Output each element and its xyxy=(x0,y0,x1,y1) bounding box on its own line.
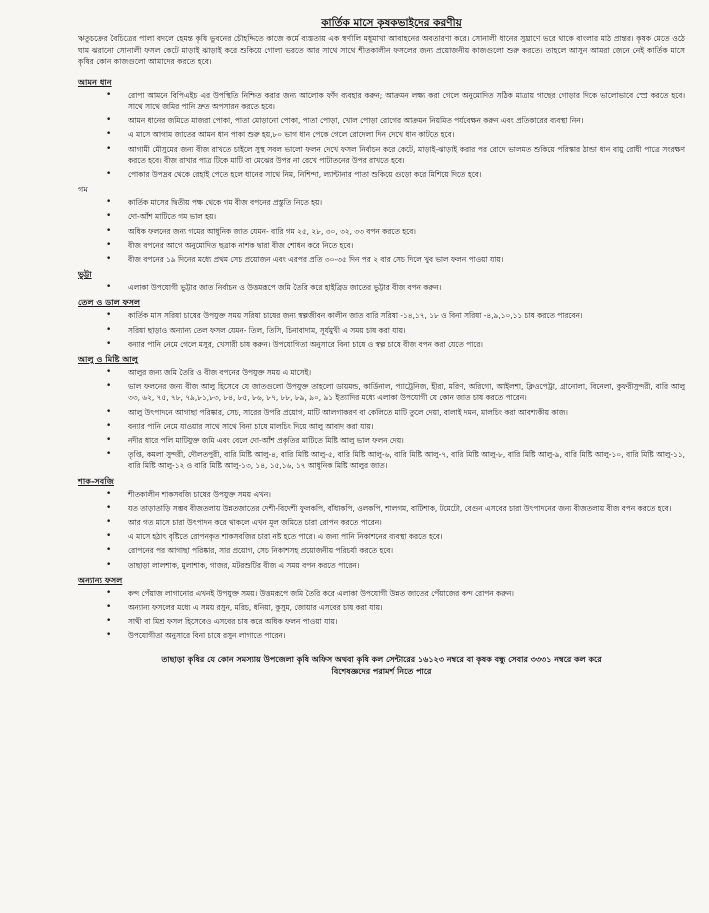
bullet-icon: • xyxy=(106,89,112,100)
list-item xyxy=(106,406,685,418)
list-item xyxy=(106,381,685,403)
list-item xyxy=(106,169,685,180)
list-item-text: দো-আঁশ মাটিতে গম ভাল হয়। xyxy=(128,212,216,222)
bullet-icon: • xyxy=(106,115,112,126)
footer-line-2: বিশেষজ্ঞদের পরামর্শ নিতে পারে xyxy=(331,666,432,676)
bullet-icon: • xyxy=(106,502,112,513)
list-item-text: সরিষা ছাড়াও অন্যান্য তেল ফসল যেমন- তিল, তিসি, চিনাবাদাম, সূর্যমুখী এ সময় চাষ করা যায়। xyxy=(128,325,406,335)
bullet-icon: • xyxy=(106,197,112,208)
bullet-icon: • xyxy=(106,602,112,613)
bullet-icon: • xyxy=(106,367,112,378)
bullet-icon: • xyxy=(106,616,112,627)
list-item xyxy=(106,602,685,613)
list-item-text: আমন ধানের জমিতে মাজরা পোকা, পাতা মোড়ানো পোকা, পাতা পোড়া, খোল পোড়া রোগের আক্রমন নিয়মিত পর্যবেক্ষন করুন এবং প্রতিকারের ব্যবস্থা নিন। xyxy=(128,116,584,126)
list-item xyxy=(106,197,685,208)
list-item-text: রোপা আমনে বিপিএইচ এর উপস্থিতি নিশ্চিত করার জন্য আলোক ফাঁদ ব্যবহার করুন; আক্রমন লক্ষ্য করা গেলে অনুমোদিত সঠিক মাত্রায় গাছের গোড়ার দিকে ভালোভাবে স্প্রে করতে হবে। সাথে সাথে জমির পানি দ্রুত অপসারন করতে হবে। xyxy=(128,90,685,111)
list-item xyxy=(106,129,685,140)
list-item-text: আলুর জন্য জমি তৈরি ও বীজ বপনের উপযুক্ত সময় এ মাসেই। xyxy=(128,368,312,378)
section-list xyxy=(78,282,685,293)
list-item-text: এ মাসে হঠাৎ বৃষ্টিতে রোপনকৃত শাকসবজির চারা নষ্ট হতে পারে। এ জন্য পানি নিকাশনের ব্যবস্থা করতে হবে। xyxy=(128,532,443,542)
bullet-icon: • xyxy=(106,211,112,222)
list-item-text: পোকার উপদ্রব থেকে রেহাই পেতে হলে ধানের সাথে নিম, নিশিন্দা, ল্যান্টানার পাতা শুকিয়ে গুড়ো করে মিশিয়ে দিতে হবে। xyxy=(128,170,482,179)
list-item-text: সাথী বা মিশ্র ফসল হিসেবেও এসবের চাষ করে অধিক ফলন পাওয়া যায়। xyxy=(128,617,338,627)
bullet-icon: • xyxy=(106,310,112,321)
list-item xyxy=(106,517,685,528)
section-heading: তেল ও ডাল ফসল xyxy=(78,297,141,308)
bullet-icon: • xyxy=(106,420,112,431)
list-item xyxy=(106,545,685,556)
list-item xyxy=(106,282,685,293)
list-item-text: অন্যান্য ফসলের মধ্যে এ সময় রসুন, মরিচ, ধনিয়া, কুসুম, জোয়ার এসবের চাষ করা যায়। xyxy=(128,603,383,613)
list-item-text: আর গত মাসে চারা উৎপাদন করে থাকলে এখন মূল জমিতে চারা রোপন করতে পারেন। xyxy=(128,518,382,528)
list-item-text: বীজ বপনের ১৯ দিনের মধ্যে প্রথম সেচ প্রয়োজন এবং এরপর প্রতি ৩০-৩৫ দিন পর ২ বার সেচ দিলে খুব ভাল ফলন পাওয়া যায়। xyxy=(128,255,504,265)
list-item xyxy=(106,367,685,378)
list-item xyxy=(106,616,685,627)
list-item xyxy=(106,435,685,446)
list-item-text: আলু উৎপাদনে আগাছা পরিষ্কার, সেচ, সারের উপরি প্রয়োগ, মাটি আলগাকরণ বা কেলিতে মাটি তুলে দেয়া, বালাই দমন, মালচিং করা আবশ্যকীয় কাজ। xyxy=(128,407,568,417)
list-item xyxy=(106,310,685,321)
list-item xyxy=(106,254,685,265)
bullet-icon: • xyxy=(106,545,112,556)
section-heading: ভুট্টা xyxy=(78,269,92,280)
bullet-icon: • xyxy=(106,587,112,598)
list-item-text: রোপনের পর আগাছা পরিষ্কার, সার প্রয়োগ, সেচ নিকাশসহ প্রয়োজনীয় পরিচর্যা করতে হবে। xyxy=(128,546,394,556)
section-heading: আলু ও মিষ্টি আলু xyxy=(78,354,139,365)
section-heading: শাক-সবজি xyxy=(78,475,114,486)
list-item-text: শীতকালীন শাকসবজি চাষের উপযুক্ত সময় এখন। xyxy=(128,489,271,499)
list-item-text: বন্যার পানি নেমে গেলে মসুর, খেসারী চাষ করুন। উপযোগিতা অনুসারে বিনা চাষে ও স্বল্প চাষে বীজ বপন করা যেতে পারে। xyxy=(128,339,483,349)
list-item xyxy=(106,115,685,126)
bullet-icon: • xyxy=(106,559,112,570)
section-list xyxy=(78,489,685,571)
list-item-text: উপযোগীতা অনুসারে বিনা চাষে রসুন লাগাতে পারেন। xyxy=(128,631,286,641)
list-item xyxy=(106,449,685,471)
bullet-icon: • xyxy=(106,254,112,265)
list-item-text: কার্তিক মাসের দ্বিতীয় পক্ষ থেকে গম বীজ বপনের প্রস্তুতি নিতে হয়। xyxy=(128,198,323,208)
bullet-icon: • xyxy=(106,531,112,542)
list-item xyxy=(106,143,685,166)
section-list xyxy=(78,588,685,642)
list-item-text: বন্যার পানি নেমে যাওয়ার সাথে সাথে বিনা চাষে মালচিং দিয়ে আলু আবাদ করা যায়। xyxy=(128,421,374,431)
bullet-icon: • xyxy=(106,129,112,140)
bullet-icon: • xyxy=(106,338,112,349)
list-item xyxy=(106,420,685,432)
list-item-text: ভাল ফলনের জন্য বীজ আলু হিসেবে যে জাতগুলো উপযুক্ত তাহলো ডায়মন্ড, কার্ডিনাল, প্যাট্রেনিজ, হীরা, মরিণ, অরিগো, আইলশা, ক্লিওপেট্রা, গ্রানোলা, বিনেলা, কুফরীসুন্দরী, বারি আলু ৩৩, ৬২, ৭৫, ৭৮, ৭৯,৮১,৮৩, ৮৪, ৮৫, ৮৬, ৮৭, ৮৮, ৮৯, ৯০, ৯১ ইত্যাদির মধ্যে এলাকা উপযোগী যে কোন জাত চাষ করতে পারেন। xyxy=(128,382,685,403)
list-item-text: আগামী মৌসুমের জন্য বীজ রাখতে চাইলে সুস্থ সবল ভালো ফলন দেখে ফসল নির্বাচন করে কেটে, মাড়াই-ঝাড়াই করার পর রোদে ভালমত শুকিয়ে পরিস্কার ঠান্ডা ধান বায়ু রোধী পাত্রে সংরক্ষণ করতে হবে। বীজ রাখার পাত্র টিকে মাটি বা মেঝের উপর না রেখে পাটাতনের উপর রাখতে হবে। xyxy=(128,144,685,165)
bullet-icon: • xyxy=(106,435,112,446)
bullet-icon: • xyxy=(106,630,112,641)
list-item-text: এ মাসে আগাম জাতের আমন ধান পাকা শুরু হয়,৮০ ভাগ ধান পেকে গেলে রোদেলা দিন দেখে ধান কাটতে হবে। xyxy=(128,130,455,140)
footer-note xyxy=(78,654,685,678)
list-item-text: নদীর ধারে পলি মাটিযুক্ত জমি এবং বেলে দো-আঁশ প্রকৃতির মাটিতে মিষ্টি আলু ভাল ফলন দেয়। xyxy=(128,436,404,446)
list-item xyxy=(106,587,685,599)
list-item-text: বীজ বপনের আগে অনুমোদিত ছত্রাক নাশক দ্বারা বীজ শোধন করে নিতে হবে। xyxy=(128,240,354,250)
list-item-text: কার্তিক মাস সরিষা চাষের উপযুক্ত সময় সরিষা চাষের জন্য স্বল্পজীবন কালীন জাত বারি সরিষা -১৪,১৭, ১৮ ও বিনা সরিষা -৪,৯,১০,১১ চাষ করতে পারবেন। xyxy=(128,311,583,321)
list-item xyxy=(106,502,685,514)
list-item xyxy=(106,89,685,112)
bullet-icon: • xyxy=(106,406,112,417)
list-item-text: কন্দ পেঁয়াজ লাগানোর এখনই উপযুক্ত সময়। উত্তমরূপে জমি তৈরি করে এলাকা উপযোগী উন্নত জাতের পেঁয়াজের কন্দ রোপন করুন। xyxy=(128,588,514,598)
section-list xyxy=(78,367,685,472)
section-list xyxy=(78,90,685,180)
bullet-icon: • xyxy=(106,488,112,499)
bullet-icon: • xyxy=(106,239,112,250)
list-item-text: অধিক ফলনের জন্য গমের আধুনিক জাত যেমন- বারি গম ২৫, ২৮, ৩০, ৩২, ৩৩ বপন করতে হবে। xyxy=(128,226,416,236)
bullet-icon: • xyxy=(106,449,112,460)
section-list xyxy=(78,197,685,265)
section-list xyxy=(78,310,685,350)
list-item-text: এলাকা উপযোগী ভুট্টার জাত নির্বাচন ও উত্তমরূপে জমি তৈরি করে হাইব্রিড জাতের ভুট্টার বীজ বপন করুন। xyxy=(128,283,442,293)
list-item-text: তাছাড়া লালশাক, মুলাশাক, গাজর, মটরশুটির বীজ এ সময় বপন করতে পারেন। xyxy=(128,560,360,570)
list-item xyxy=(106,324,685,336)
list-item xyxy=(106,531,685,542)
list-item xyxy=(106,338,685,350)
document-title: কার্তিক মাসে কৃষকভাইদের করণীয় xyxy=(321,17,462,29)
bullet-icon: • xyxy=(106,282,112,293)
list-item xyxy=(106,488,685,500)
section-heading: আমন ধান xyxy=(78,76,112,87)
list-item xyxy=(106,211,685,222)
intro-paragraph: ঋতুচক্রের বৈচিত্রের পালা বদলে হেমন্ত কৃষি ভুবনের চৌহদ্দিতে কাজে কর্মে ব্যস্ততায় এক স্বর্ণালি মধুমাখা আবাহনের অবতারণা করে। সোনালী ধানের সুঘ্রাণে ভরে থাকে বাংলার মাঠ প্রান্তর। কৃষক মেতে ওঠে ঘাম ঝরানো সোনালী ফসল কেটে মাড়াই ঝাড়াই করে শুকিয়ে গোলা ভরতে আর সাথে সাথে শীতকালীন ফসলের জন্য প্রয়োজনীয় কাজগুলো শুরু করতে। তাহলে আসুন আমরা জেনে নেই কার্তিক মাসে কৃষির কোন কাজগুলো আমাদের করতে হবে। xyxy=(78,34,685,67)
bullet-icon: • xyxy=(106,381,112,392)
list-item xyxy=(106,225,685,237)
sections-container xyxy=(78,76,685,642)
footer-line-1: তাছাড়া কৃষির যে কোন সমস্যায় উপজেলা কৃষি অফিস অথবা কৃষি কল সেন্টারের ১৬১২৩ নম্বরে বা কৃষক বন্ধু সেবার ৩৩৩১ নম্বরে কল করে xyxy=(161,654,602,664)
bullet-icon: • xyxy=(106,225,112,236)
section-heading: গম xyxy=(78,184,88,195)
bullet-icon: • xyxy=(106,143,112,154)
list-item-text: যত তাড়াতাড়ি সম্ভব বীজতলায় উন্নতজাতের দেশী-বিদেশী ফুলকপি, বাঁধাকপি, ওলকপি, শালগম, বাটিশাক, টমেটো, বেগুন এসবের চারা উৎপাদনের জন্য বীজতলায় বীজ বপন করতে হবে। xyxy=(128,503,672,513)
bullet-icon: • xyxy=(106,324,112,335)
list-item xyxy=(106,559,685,571)
list-item-text: তৃপ্তি, কমলা সুন্দরী, দৌলতপুরী, বারি মিষ্টি আলু-৪, বারি মিষ্টি আলু-৫, বারি মিষ্টি আলু-৬, বারি মিষ্টি আলু-৭, বারি মিষ্টি আলু-৮, বারি মিষ্টি আলু-৯, বারি মিষ্টি আলু-১০, বারি মিষ্টি আলু-১১, বারি মিষ্টি আলু-১২ ও বারি মিষ্টি আলু-১৩, ১৪, ১৫,১৬, ১৭ আধুনিক মিষ্টি আলুর জাত। xyxy=(128,450,685,471)
list-item xyxy=(106,239,685,251)
bullet-icon: • xyxy=(106,169,112,179)
list-item xyxy=(106,630,685,641)
section-heading: অন্যান্য ফসল xyxy=(78,574,123,585)
bullet-icon: • xyxy=(106,517,112,528)
